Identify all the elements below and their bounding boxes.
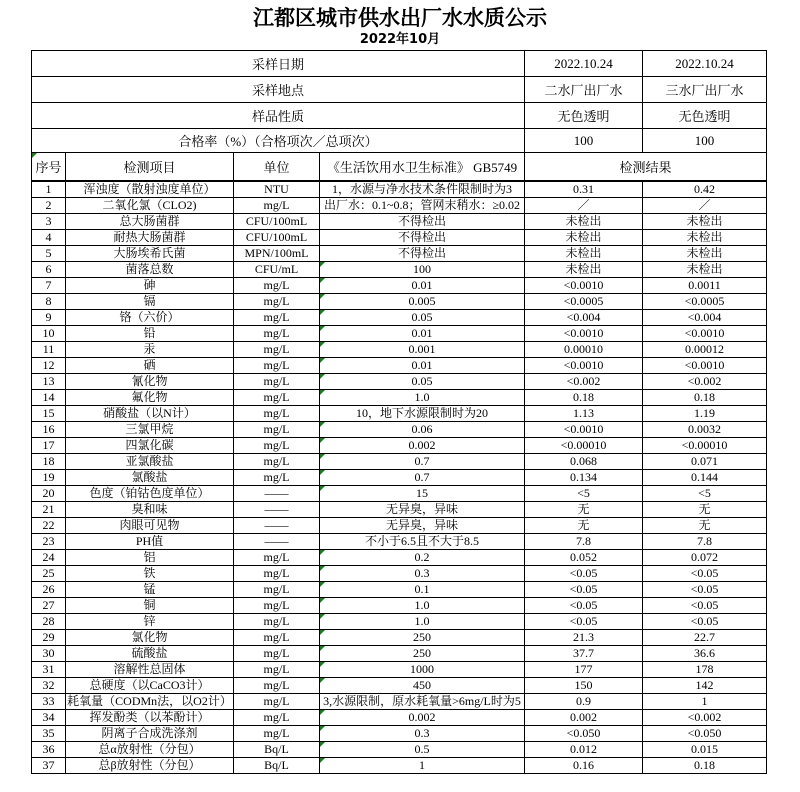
standard-limit: 0.001 xyxy=(320,342,525,358)
row-number: 33 xyxy=(32,694,66,710)
unit-value: —— xyxy=(234,534,320,550)
standard-limit: 250 xyxy=(320,646,525,662)
unit-value: mg/L xyxy=(234,278,320,294)
table-row xyxy=(32,294,767,310)
result-plant3-value: 0.144 xyxy=(643,470,767,486)
result-plant2-value: 无 xyxy=(525,502,643,518)
pass-rate-plant3: 100 xyxy=(643,129,767,153)
row-number: 30 xyxy=(32,646,66,662)
row-number: 36 xyxy=(32,742,66,758)
result-plant3-value: <5 xyxy=(643,486,767,502)
standard-limit: 0.06 xyxy=(320,422,525,438)
result-plant2-value: 0.068 xyxy=(525,454,643,470)
standard-limit: 无异臭，异味 xyxy=(320,502,525,518)
standard-limit: 10，地下水源限制时为20 xyxy=(320,406,525,422)
column-header-result: 检测结果 xyxy=(525,153,767,182)
result-plant3-value: <0.05 xyxy=(643,614,767,630)
row-number: 31 xyxy=(32,662,66,678)
result-plant3-value: 178 xyxy=(643,662,767,678)
test-item-name: 铝 xyxy=(66,550,234,566)
standard-limit: 0.002 xyxy=(320,710,525,726)
unit-value: mg/L xyxy=(234,294,320,310)
pass-rate-row xyxy=(32,129,767,153)
unit-value: mg/L xyxy=(234,566,320,582)
table-row xyxy=(32,230,767,246)
row-number: 15 xyxy=(32,406,66,422)
unit-value: mg/L xyxy=(234,310,320,326)
result-plant3-value: 0.0032 xyxy=(643,422,767,438)
result-plant2-value: <5 xyxy=(525,486,643,502)
sampling-location-label: 采样地点 xyxy=(32,77,525,103)
unit-value: mg/L xyxy=(234,390,320,406)
standard-limit: 1000 xyxy=(320,662,525,678)
table-row xyxy=(32,694,767,710)
standard-limit: 1.0 xyxy=(320,598,525,614)
test-item-name: 二氧化氯（CLO2) xyxy=(66,198,234,214)
result-plant3-value: 未检出 xyxy=(643,214,767,230)
sample-nature-label: 样品性质 xyxy=(32,103,525,129)
table-row xyxy=(32,486,767,502)
result-plant3-value: 0.071 xyxy=(643,454,767,470)
unit-value: mg/L xyxy=(234,710,320,726)
column-header-row xyxy=(32,153,767,182)
table-row xyxy=(32,246,767,262)
test-item-name: 肉眼可见物 xyxy=(66,518,234,534)
table-row xyxy=(32,198,767,214)
test-item-name: 臭和味 xyxy=(66,502,234,518)
unit-value: mg/L xyxy=(234,550,320,566)
sampling-date-plant3: 2022.10.24 xyxy=(643,51,767,77)
standard-limit: 0.05 xyxy=(320,310,525,326)
table-row xyxy=(32,550,767,566)
standard-limit: 无异臭，异味 xyxy=(320,518,525,534)
test-item-name: 镉 xyxy=(66,294,234,310)
pass-rate-plant2: 100 xyxy=(525,129,643,153)
table-row xyxy=(32,278,767,294)
water-quality-table xyxy=(31,50,767,774)
standard-limit: 0.05 xyxy=(320,374,525,390)
unit-value: CFU/mL xyxy=(234,262,320,278)
table-row xyxy=(32,358,767,374)
result-plant3-value: 142 xyxy=(643,678,767,694)
table-row xyxy=(32,454,767,470)
table-row xyxy=(32,614,767,630)
result-plant2-value: <0.05 xyxy=(525,598,643,614)
result-plant2-value: <0.050 xyxy=(525,726,643,742)
unit-value: mg/L xyxy=(234,662,320,678)
result-plant2-value: <0.0010 xyxy=(525,358,643,374)
test-item-name: 铜 xyxy=(66,598,234,614)
test-item-name: 耗氧量（CODMn法，以O2计） xyxy=(67,694,232,708)
result-plant2-value: ／ xyxy=(525,198,643,214)
result-plant3-value: 未检出 xyxy=(643,246,767,262)
result-plant3-value: <0.050 xyxy=(643,726,767,742)
row-number: 28 xyxy=(32,614,66,630)
sample-nature-plant2: 无色透明 xyxy=(525,103,643,129)
row-number: 10 xyxy=(32,326,66,342)
result-plant3-value: 0.0011 xyxy=(643,278,767,294)
result-plant3-value: <0.002 xyxy=(643,710,767,726)
result-plant3-value: 0.18 xyxy=(643,390,767,406)
result-plant2-value: 无 xyxy=(525,518,643,534)
standard-limit: 0.002 xyxy=(320,438,525,454)
result-plant2-value: 0.052 xyxy=(525,550,643,566)
standard-limit: 0.01 xyxy=(320,278,525,294)
test-item-name: 浑浊度（散射浊度单位） xyxy=(66,181,234,198)
test-item-name: 氯酸盐 xyxy=(66,470,234,486)
table-row xyxy=(32,502,767,518)
result-plant2-value: 0.31 xyxy=(525,181,643,198)
row-number: 1 xyxy=(32,181,66,198)
result-plant3-value: 22.7 xyxy=(643,630,767,646)
table-row xyxy=(32,406,767,422)
row-number: 26 xyxy=(32,582,66,598)
result-plant3-value: 7.8 xyxy=(643,534,767,550)
unit-value: mg/L xyxy=(234,422,320,438)
sample-nature-row xyxy=(32,103,767,129)
row-number: 9 xyxy=(32,310,66,326)
unit-value: mg/L xyxy=(234,678,320,694)
result-plant3-value: <0.0010 xyxy=(643,326,767,342)
test-item-name: 锌 xyxy=(66,614,234,630)
result-plant3-value: 未检出 xyxy=(643,262,767,278)
result-plant2-value: <0.0010 xyxy=(525,422,643,438)
standard-limit: 0.5 xyxy=(320,742,525,758)
result-plant2-value: 0.134 xyxy=(525,470,643,486)
standard-limit: 0.1 xyxy=(320,582,525,598)
table-row xyxy=(32,630,767,646)
result-plant2-value: <0.0010 xyxy=(525,278,643,294)
test-item-name: 硝酸盐（以N计） xyxy=(66,406,234,422)
table-row xyxy=(32,534,767,550)
test-item-name: 硫酸盐 xyxy=(66,646,234,662)
unit-value: Bq/L xyxy=(234,742,320,758)
result-plant3-value: <0.05 xyxy=(643,582,767,598)
table-row xyxy=(32,390,767,406)
column-header-standard: 《生活饮用水卫生标准》 GB5749 xyxy=(320,153,525,182)
test-item-name: 耐热大肠菌群 xyxy=(66,230,234,246)
row-number: 35 xyxy=(32,726,66,742)
result-plant3-value: <0.00010 xyxy=(643,438,767,454)
unit-value: —— xyxy=(234,518,320,534)
table-row xyxy=(32,566,767,582)
result-plant2-value: <0.00010 xyxy=(525,438,643,454)
row-number: 6 xyxy=(32,262,66,278)
result-plant3-value: 0.42 xyxy=(643,181,767,198)
table-row xyxy=(32,710,767,726)
standard-limit: 3,水源限制，原水耗氧量>6mg/L时为5 xyxy=(320,694,525,710)
row-number: 22 xyxy=(32,518,66,534)
result-plant3-value: 无 xyxy=(643,502,767,518)
sampling-date-plant2: 2022.10.24 xyxy=(525,51,643,77)
standard-limit: 250 xyxy=(320,630,525,646)
test-item-name: 硒 xyxy=(66,358,234,374)
unit-value: CFU/100mL xyxy=(234,230,320,246)
row-number: 37 xyxy=(32,758,66,774)
unit-value: mg/L xyxy=(234,438,320,454)
result-plant2-value: 177 xyxy=(525,662,643,678)
unit-value: CFU/100mL xyxy=(234,214,320,230)
standard-limit: 0.3 xyxy=(320,726,525,742)
table-row xyxy=(32,598,767,614)
row-number: 32 xyxy=(32,678,66,694)
unit-value: mg/L xyxy=(234,614,320,630)
test-item-name: 氰化物 xyxy=(66,374,234,390)
result-plant3-value: <0.0005 xyxy=(643,294,767,310)
standard-limit: 出厂水：0.1~0.8；管网末稍水：≥0.02 xyxy=(320,198,525,214)
unit-value: mg/L xyxy=(234,342,320,358)
unit-value: mg/L xyxy=(234,454,320,470)
row-number: 27 xyxy=(32,598,66,614)
result-plant3-value: 0.015 xyxy=(643,742,767,758)
result-plant3-value: 1.19 xyxy=(643,406,767,422)
pass-rate-label: 合格率（%）（合格项次／总项次） xyxy=(32,129,525,153)
result-plant2-value: <0.0005 xyxy=(525,294,643,310)
row-number: 14 xyxy=(32,390,66,406)
table-row xyxy=(32,422,767,438)
result-plant2-value: 0.00010 xyxy=(525,342,643,358)
sampling-date-row xyxy=(32,51,767,77)
test-item-name: 汞 xyxy=(66,342,234,358)
table-row xyxy=(32,262,767,278)
test-item-name: 铁 xyxy=(66,566,234,582)
result-plant3-value: ／ xyxy=(643,198,767,214)
test-item-name: 氯化物 xyxy=(66,630,234,646)
result-plant2-value: <0.002 xyxy=(525,374,643,390)
test-item-name: 色度（铂钴色度单位） xyxy=(66,486,234,502)
row-number: 29 xyxy=(32,630,66,646)
unit-value: mg/L xyxy=(234,358,320,374)
table-row xyxy=(32,310,767,326)
test-item-name: 总β放射性（分包） xyxy=(66,758,234,774)
unit-value: mg/L xyxy=(234,694,320,710)
standard-limit: 0.7 xyxy=(320,470,525,486)
table-row xyxy=(32,726,767,742)
unit-value: mg/L xyxy=(234,374,320,390)
result-plant2-value: 0.16 xyxy=(525,758,643,774)
row-number: 20 xyxy=(32,486,66,502)
row-number: 3 xyxy=(32,214,66,230)
result-plant3-value: 无 xyxy=(643,518,767,534)
standard-limit: 100 xyxy=(320,262,525,278)
row-number: 34 xyxy=(32,710,66,726)
table-row xyxy=(32,742,767,758)
sampling-location-plant3: 三水厂出厂水 xyxy=(643,77,767,103)
row-number: 25 xyxy=(32,566,66,582)
test-item-name: PH值 xyxy=(66,534,234,550)
unit-value: mg/L xyxy=(234,630,320,646)
table-row xyxy=(32,758,767,774)
test-item-name: 菌落总数 xyxy=(66,262,234,278)
result-plant2-value: <0.05 xyxy=(525,614,643,630)
result-plant2-value: 1.13 xyxy=(525,406,643,422)
result-plant2-value: 21.3 xyxy=(525,630,643,646)
standard-limit: 不小于6.5且不大于8.5 xyxy=(320,534,525,550)
row-number: 23 xyxy=(32,534,66,550)
standard-limit: 1.0 xyxy=(320,614,525,630)
table-row xyxy=(32,518,767,534)
result-plant2-value: 150 xyxy=(525,678,643,694)
page-subtitle: 2022年10月 xyxy=(359,32,441,47)
test-item-name: 氟化物 xyxy=(66,390,234,406)
test-item-name: 总α放射性（分包） xyxy=(66,742,234,758)
standard-limit: 不得检出 xyxy=(320,230,525,246)
column-header-item: 检测项目 xyxy=(66,153,234,182)
standard-limit: 0.005 xyxy=(320,294,525,310)
test-item-name: 大肠埃希氏菌 xyxy=(66,246,234,262)
test-item-name: 亚氯酸盐 xyxy=(66,454,234,470)
row-number: 5 xyxy=(32,246,66,262)
standard-limit: 0.3 xyxy=(320,566,525,582)
result-plant2-value: 未检出 xyxy=(525,230,643,246)
unit-value: NTU xyxy=(234,181,320,198)
row-number: 18 xyxy=(32,454,66,470)
result-plant2-value: 未检出 xyxy=(525,214,643,230)
row-number: 4 xyxy=(32,230,66,246)
unit-value: mg/L xyxy=(234,726,320,742)
result-plant3-value: <0.002 xyxy=(643,374,767,390)
unit-value: mg/L xyxy=(234,406,320,422)
unit-value: mg/L xyxy=(234,582,320,598)
unit-value: —— xyxy=(234,502,320,518)
test-item-name: 砷 xyxy=(66,278,234,294)
result-plant2-value: <0.05 xyxy=(525,566,643,582)
unit-value: mg/L xyxy=(234,326,320,342)
standard-limit: 0.01 xyxy=(320,326,525,342)
sampling-location-plant2: 二水厂出厂水 xyxy=(525,77,643,103)
result-plant3-value: 36.6 xyxy=(643,646,767,662)
table-row xyxy=(32,438,767,454)
standard-limit: 0.01 xyxy=(320,358,525,374)
result-plant2-value: <0.0010 xyxy=(525,326,643,342)
test-item-name: 铅 xyxy=(66,326,234,342)
unit-value: mg/L xyxy=(234,198,320,214)
result-plant2-value: 37.7 xyxy=(525,646,643,662)
page-title: 江都区城市供水出厂水水质公示 xyxy=(253,6,547,30)
standard-limit: 1，水源与净水技术条件限制时为3 xyxy=(320,181,525,198)
result-plant3-value: <0.05 xyxy=(643,566,767,582)
result-plant3-value: <0.004 xyxy=(643,310,767,326)
test-item-name: 挥发酚类（以苯酚计） xyxy=(66,710,234,726)
sampling-date-label: 采样日期 xyxy=(32,51,525,77)
row-number: 8 xyxy=(32,294,66,310)
unit-value: —— xyxy=(234,486,320,502)
result-plant3-value: <0.0010 xyxy=(643,358,767,374)
result-plant2-value: 未检出 xyxy=(525,246,643,262)
result-plant2-value: 0.012 xyxy=(525,742,643,758)
result-plant2-value: 未检出 xyxy=(525,262,643,278)
table-row xyxy=(32,470,767,486)
table-row xyxy=(32,214,767,230)
standard-limit: 不得检出 xyxy=(320,214,525,230)
result-plant3-value: 未检出 xyxy=(643,230,767,246)
standard-limit: 0.2 xyxy=(320,550,525,566)
standard-limit: 450 xyxy=(320,678,525,694)
table-row xyxy=(32,646,767,662)
row-number: 19 xyxy=(32,470,66,486)
row-number: 7 xyxy=(32,278,66,294)
standard-limit: 0.7 xyxy=(320,454,525,470)
test-item-name: 总硬度（以CaCO3计） xyxy=(66,678,234,694)
row-number: 16 xyxy=(32,422,66,438)
unit-value: MPN/100mL xyxy=(234,246,320,262)
test-item-name: 三氯甲烷 xyxy=(66,422,234,438)
table-row xyxy=(32,678,767,694)
row-number: 24 xyxy=(32,550,66,566)
result-plant2-value: 0.18 xyxy=(525,390,643,406)
result-plant2-value: <0.05 xyxy=(525,582,643,598)
table-row xyxy=(32,181,767,198)
unit-value: mg/L xyxy=(234,598,320,614)
test-item-name: 锰 xyxy=(66,582,234,598)
table-row xyxy=(32,326,767,342)
water-quality-table-body xyxy=(32,181,767,774)
result-plant3-value: 0.18 xyxy=(643,758,767,774)
unit-value: Bq/L xyxy=(234,758,320,774)
unit-value: mg/L xyxy=(234,646,320,662)
table-row xyxy=(32,662,767,678)
result-plant2-value: 7.8 xyxy=(525,534,643,550)
row-number: 17 xyxy=(32,438,66,454)
test-item-name: 阴离子合成洗涤剂 xyxy=(66,726,234,742)
table-row xyxy=(32,342,767,358)
sample-nature-plant3: 无色透明 xyxy=(643,103,767,129)
result-plant2-value: 0.9 xyxy=(525,694,643,710)
result-plant2-value: <0.004 xyxy=(525,310,643,326)
row-number: 21 xyxy=(32,502,66,518)
standard-limit: 1.0 xyxy=(320,390,525,406)
result-plant3-value: 1 xyxy=(643,694,767,710)
standard-limit: 不得检出 xyxy=(320,246,525,262)
standard-limit: 1 xyxy=(320,758,525,774)
test-item-name: 四氯化碳 xyxy=(66,438,234,454)
row-number: 11 xyxy=(32,342,66,358)
standard-limit: 15 xyxy=(320,486,525,502)
table-row xyxy=(32,582,767,598)
table-row xyxy=(32,374,767,390)
row-number: 13 xyxy=(32,374,66,390)
result-plant2-value: 0.002 xyxy=(525,710,643,726)
row-number: 12 xyxy=(32,358,66,374)
test-item-name: 铬（六价） xyxy=(66,310,234,326)
test-item-name: 总大肠菌群 xyxy=(66,214,234,230)
unit-value: mg/L xyxy=(234,470,320,486)
column-header-no: 序号 xyxy=(32,153,66,182)
sampling-location-row xyxy=(32,77,767,103)
column-header-unit: 单位 xyxy=(234,153,320,182)
row-number: 2 xyxy=(32,198,66,214)
result-plant3-value: <0.05 xyxy=(643,598,767,614)
result-plant3-value: 0.00012 xyxy=(643,342,767,358)
test-item-name: 溶解性总固体 xyxy=(66,662,234,678)
result-plant3-value: 0.072 xyxy=(643,550,767,566)
